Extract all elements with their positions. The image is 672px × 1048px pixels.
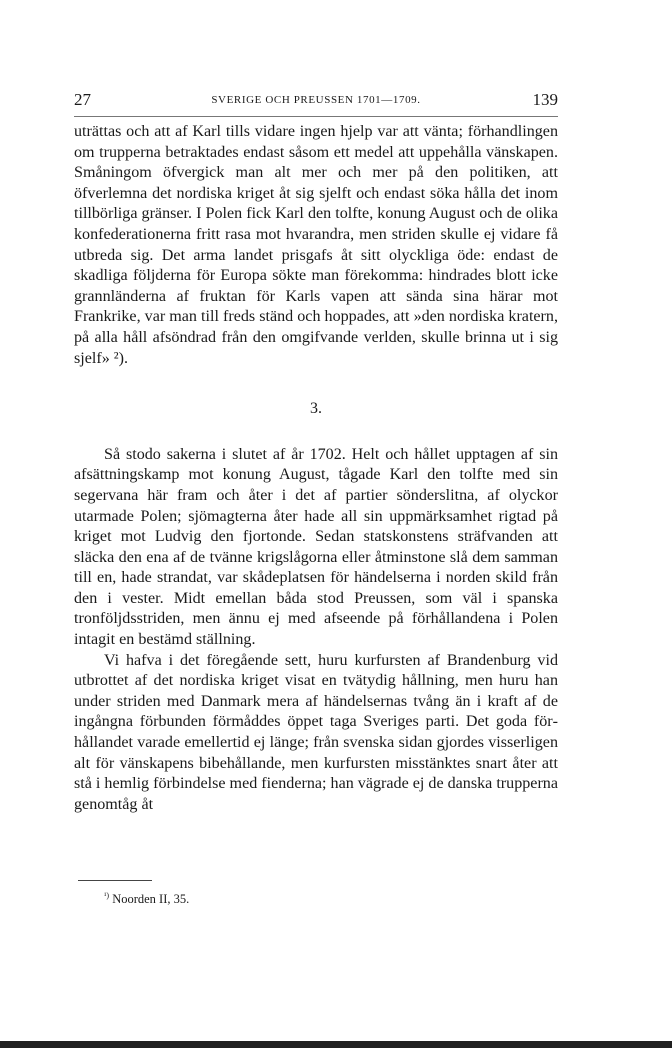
paragraph-section-opening: Så stodo sakerna i slutet af år 1702. Helt och hållet upptagen af sin afsättningskamp mot konung August, tågade Karl den tolfte med sin segervana här fram och åter i det af partier sönderslitna, af olyckor utarmade Polen; sjömagterna åter hade all sin uppmärksamhet rigtad på kriget mot Ludvig den fjortonde. Sedan statskonstens sträfvanden att släcka den ena af de tvänne krigslågorna eller åtminstone slå dem samman till en, hade strandat, var skådeplatsen för händelserna i norden skild från den i vester. Midt emellan båda stod Preussen, som väl i spanska tronföljdsstriden, men ännu ej med afseende på förhållandena i Polen intagit en bestämd ställning. bbox=[74, 445, 558, 649]
paragraph-continued: uträttas och att af Karl tills vidare ingen hjelp var att vänta; förhandlingen om trupperna betraktades endast såsom ett medel att uppehålla vänskapen. Småningom öfvergick man alt mer och mer på den politiken, att öfverlemna det nordiska kriget åt sig sjelft och endast söka hålla det inom tillbörliga gränser. I Polen fick Karl den tolfte, konung August och de olika konfederationerna fritt rasa mot hvarandra, men striden skulle ej vidare få utbreda sig. Det arma landet prisgafs åt sitt olyckliga öde: endast de skadliga följderna för Europa sökte man förekomma: hindrades blott icke grannländerna af fruktan för Karls vapen att sända sina härar mot Frankrike, var man till freds ständ och hoppades, att »den nordiska kratern, på alla håll afsöndrad från den omgifvande verlden, skulle brinna ut i sig sjelf» ²). bbox=[74, 123, 558, 367]
body-text bbox=[74, 122, 558, 815]
running-header bbox=[74, 88, 558, 112]
footnote bbox=[104, 891, 189, 907]
page-number-right: 139 bbox=[532, 90, 558, 109]
footnote-rule bbox=[78, 880, 152, 881]
scan-bottom-edge bbox=[0, 1041, 672, 1048]
paragraph-kurfursten: Vi hafva i det föregående sett, huru kurfursten af Brandenburg vid utbrottet af det nordiska kriget visat en tvätydig hållning, men huru han under striden med Danmark mera af händelsernas tvång än i kraft af de ingångna förbunden förmåddes öppet taga Sveriges parti. Det goda förhållandet varade emellertid ej länge; från svenska sidan gjordes visserligen alt för vänskapens bibehållande, men kurfursten misstänktes snart åter att stå i hemlig förbindelse med fienderna; han vägrade ej de danska trupperna genomtåg åt bbox=[74, 651, 558, 813]
running-title: SVERIGE OCH PREUSSEN 1701—1709. bbox=[211, 94, 421, 106]
page-number-left: 27 bbox=[74, 90, 91, 109]
header-rule bbox=[74, 116, 558, 117]
section-number: 3. bbox=[310, 400, 322, 418]
footnote-text: Noorden II, 35. bbox=[112, 892, 190, 907]
footnote-marker: ¹) bbox=[104, 891, 110, 900]
